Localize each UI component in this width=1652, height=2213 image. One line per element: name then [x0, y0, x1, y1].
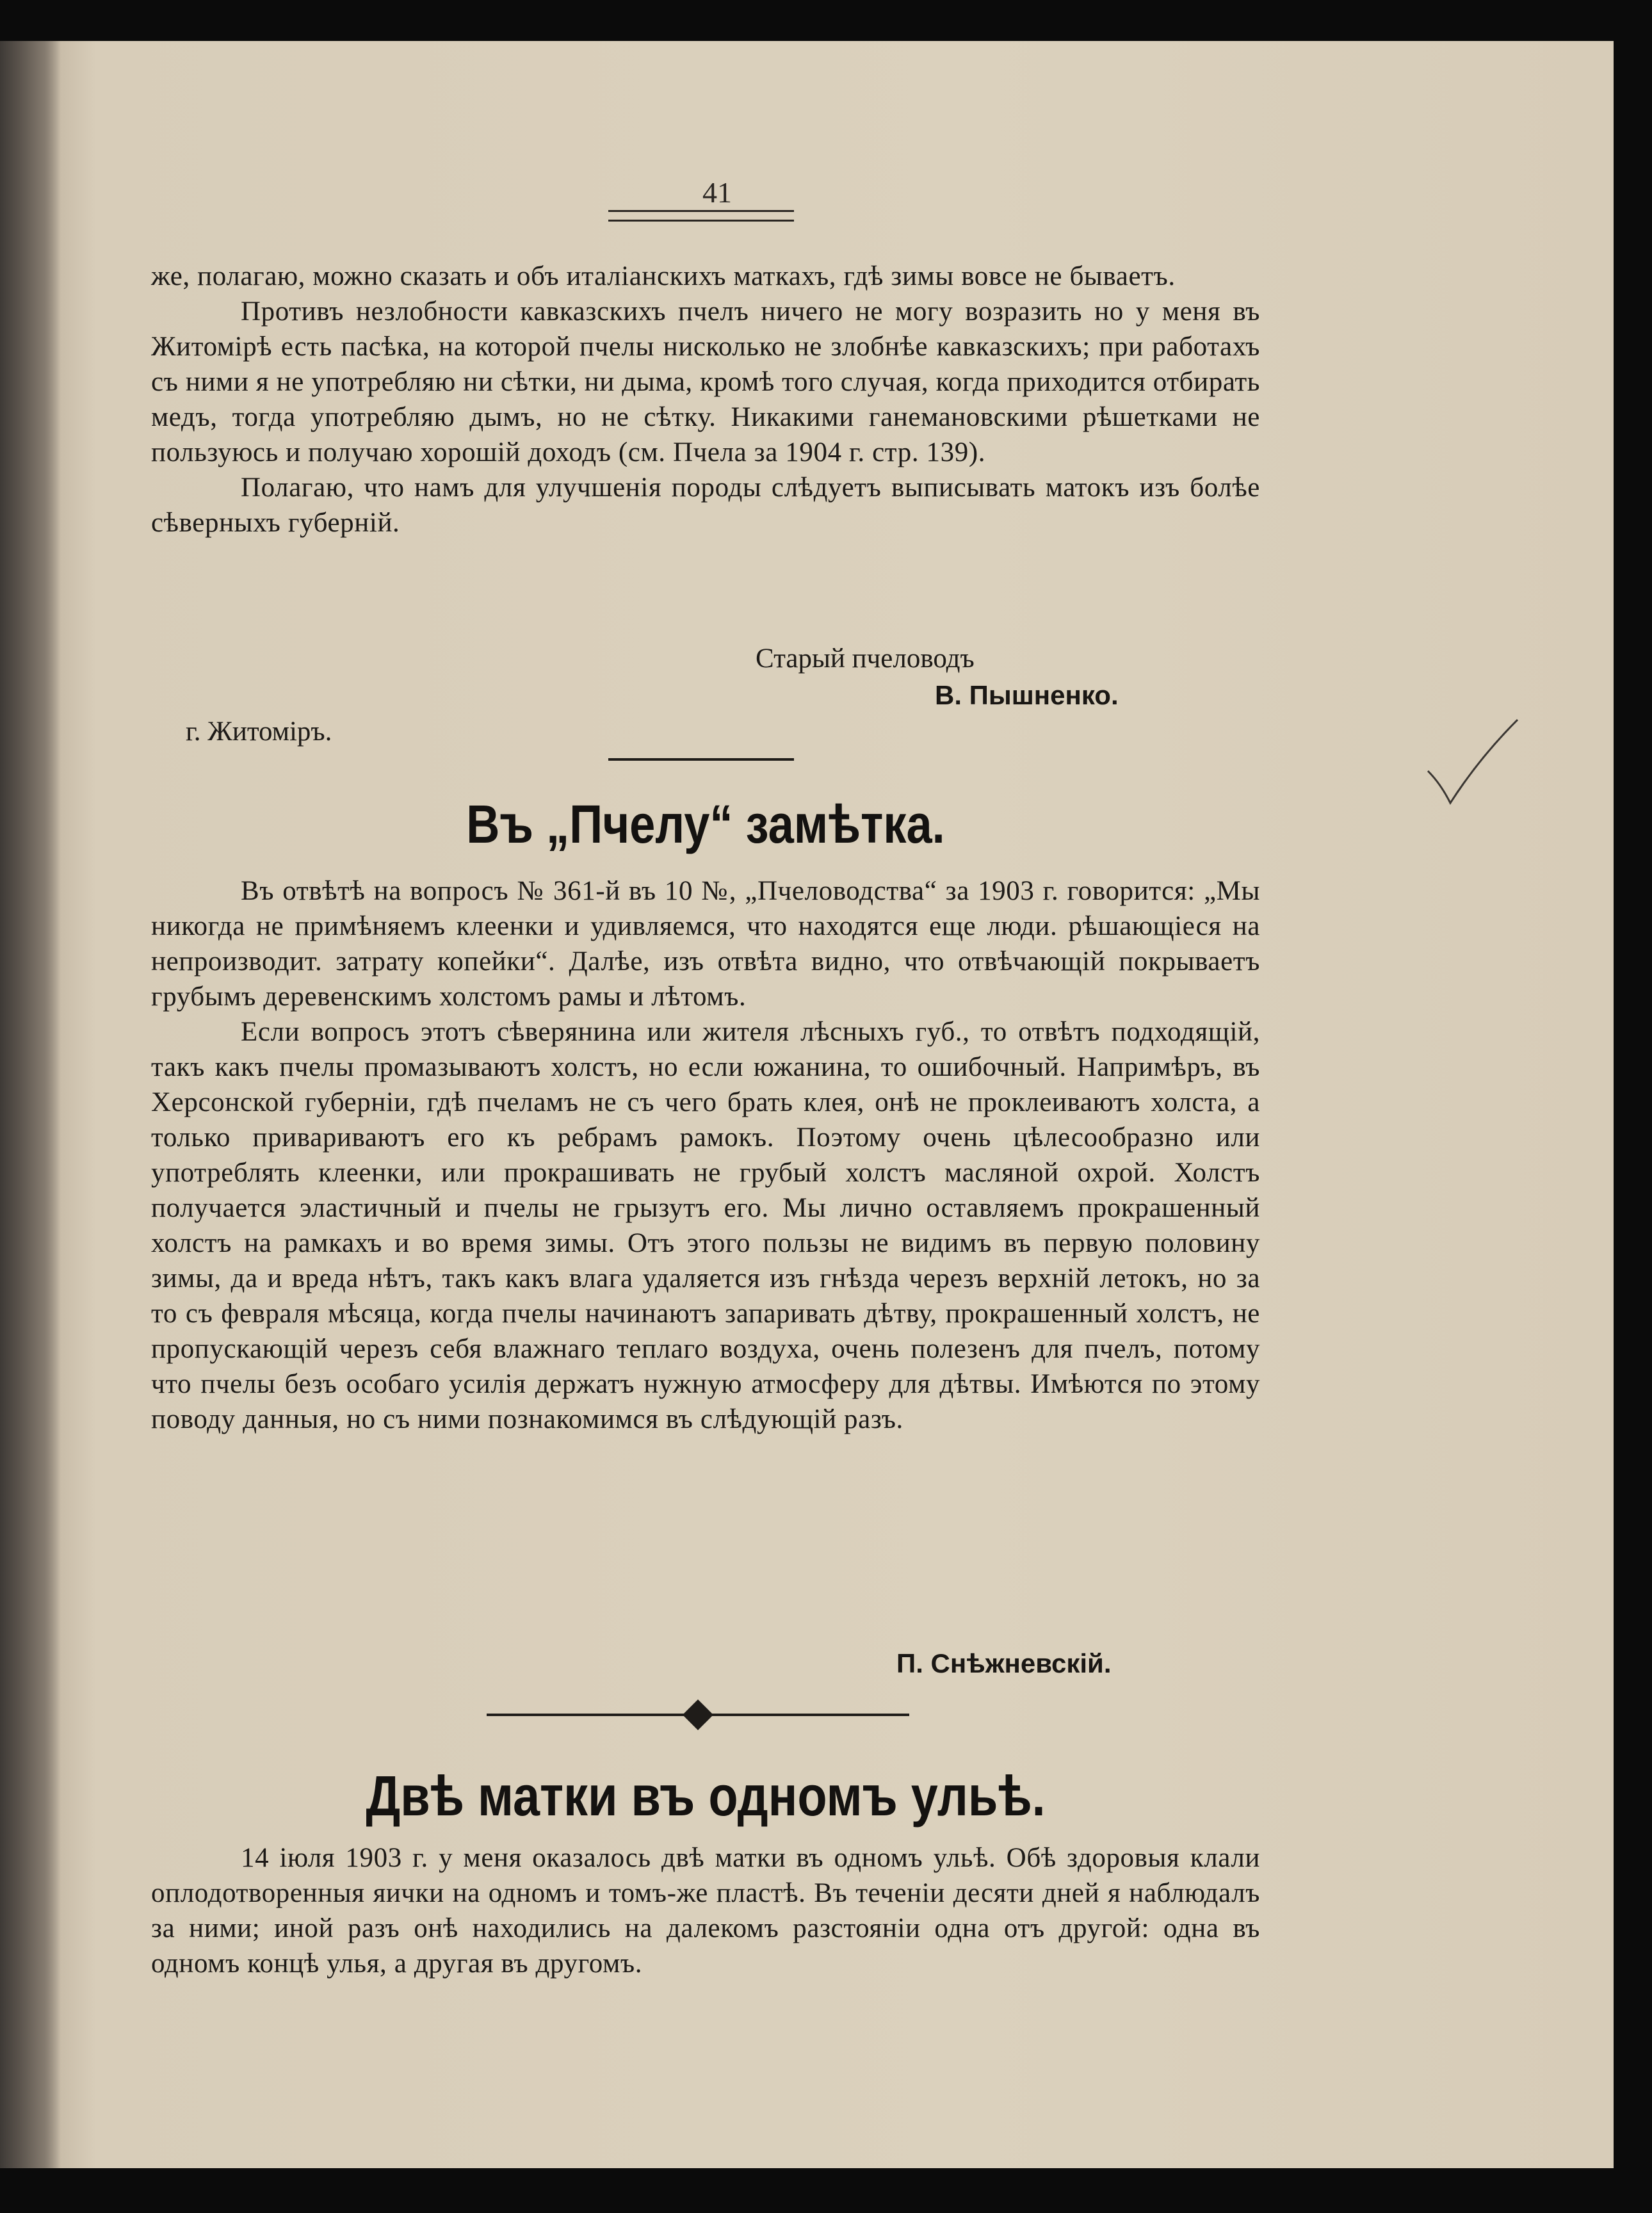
paragraph: Противъ незлобности кавказскихъ пчелъ ничего не могу возразить но у меня въ Житомірѣ есть пасѣка, на которой пчелы нисколько не злобнѣе кавказскихъ; при работахъ съ ними я не употребляю ни сѣтки, ни дыма, кромѣ того случая, когда приходится отбирать медъ, тогда употребляю дымъ, но не сѣтку. Никакими ганемановскими рѣшетками не пользуюсь и получаю хорошій доходъ (см. Пчела за 1904 г. стр. 139).: [151, 296, 1260, 467]
ornament-diamond: [683, 1699, 713, 1730]
section2-body: [151, 873, 1260, 1437]
author-signature: П. Снѣжневскій.: [896, 1648, 1112, 1678]
article-title: Въ „Пчелу“ замѣтка.: [466, 794, 945, 854]
section-divider: [608, 758, 794, 761]
article-title: Двѣ матки въ одномъ ульѣ.: [366, 1764, 1046, 1828]
paragraph: Если вопросъ этотъ сѣверянина или жителя лѣсныхъ губ., то отвѣтъ подходящій, такъ какъ пчелы промазываютъ холстъ, но если южанина, то ошибочный. Напримѣръ, въ Херсонской губерніи, гдѣ пчеламъ не съ чего брать клея, онѣ не проклеиваютъ холста, а только привариваютъ его къ ребрамъ рамокъ. Поэтому очень цѣлесообразно или употреблять клеенки, или прокрашивать не грубый холстъ масляной охрой. Холстъ получается эластичный и пчелы не грызутъ его. Мы лично оставляемъ прокрашенный холстъ на рамкахъ и во время зимы. Отъ этого пользы не видимъ въ первую половину зимы, да и вреда нѣтъ, такъ какъ влага удаляется изъ гнѣзда черезъ верхній летокъ, но за то съ февраля мѣсяца, когда пчелы начинаютъ запаривать дѣтву, прокрашенный холстъ, не пропускающій черезъ себя влажнаго теплаго воздуха, очень полезенъ для пчелъ, потому что пчелы безъ особаго усилія держатъ нужную атмосферу для дѣтвы. Имѣются по этому поводу данныя, но съ ними познакомимся въ слѣдующій разъ.: [151, 1017, 1260, 1434]
author-signature: В. Пышненко.: [935, 680, 1119, 710]
book-page: [0, 41, 1614, 2168]
page-number: 41: [702, 176, 732, 209]
sign-title: Старый пчеловодъ: [756, 644, 975, 674]
section1-body: [151, 259, 1260, 540]
book-spine-shadow: [0, 41, 61, 2168]
paragraph: 14 іюля 1903 г. у меня оказалось двѣ матки въ одномъ ульѣ. Обѣ здоровыя клали оплодотворенныя яички на одномъ и томъ-же пластѣ. Въ теченіи десяти дней я наблюдалъ за ними; иной разъ онѣ находились на далекомъ разстояніи одна отъ другой: одна въ одномъ концѣ улья, а другая въ другомъ.: [151, 1843, 1260, 1979]
section3-body: [151, 1840, 1260, 1981]
pencil-check-mark: [1421, 713, 1524, 816]
page-number-rule: [608, 210, 794, 222]
paragraph: Полагаю, что намъ для улучшенія породы слѣдуетъ выписывать матокъ изъ болѣе сѣверныхъ губерній.: [151, 473, 1260, 538]
city-signature: г. Житоміръ.: [186, 717, 332, 747]
paragraph: же, полагаю, можно сказать и объ италіанскихъ маткахъ, гдѣ зимы вовсе не бываетъ.: [151, 261, 1176, 291]
paragraph: Въ отвѣтѣ на вопросъ № 361-й въ 10 №, „Пчеловодства“ за 1903 г. говорится: „Мы никогда не примѣняемъ клеенки и удивляемся, что находятся еще люди. рѣшающіеся на непроизводит. затрату копейки“. Далѣе, изъ отвѣта видно, что отвѣчающій покрываетъ грубымъ деревенскимъ холстомъ рамы и лѣтомъ.: [151, 876, 1260, 1012]
